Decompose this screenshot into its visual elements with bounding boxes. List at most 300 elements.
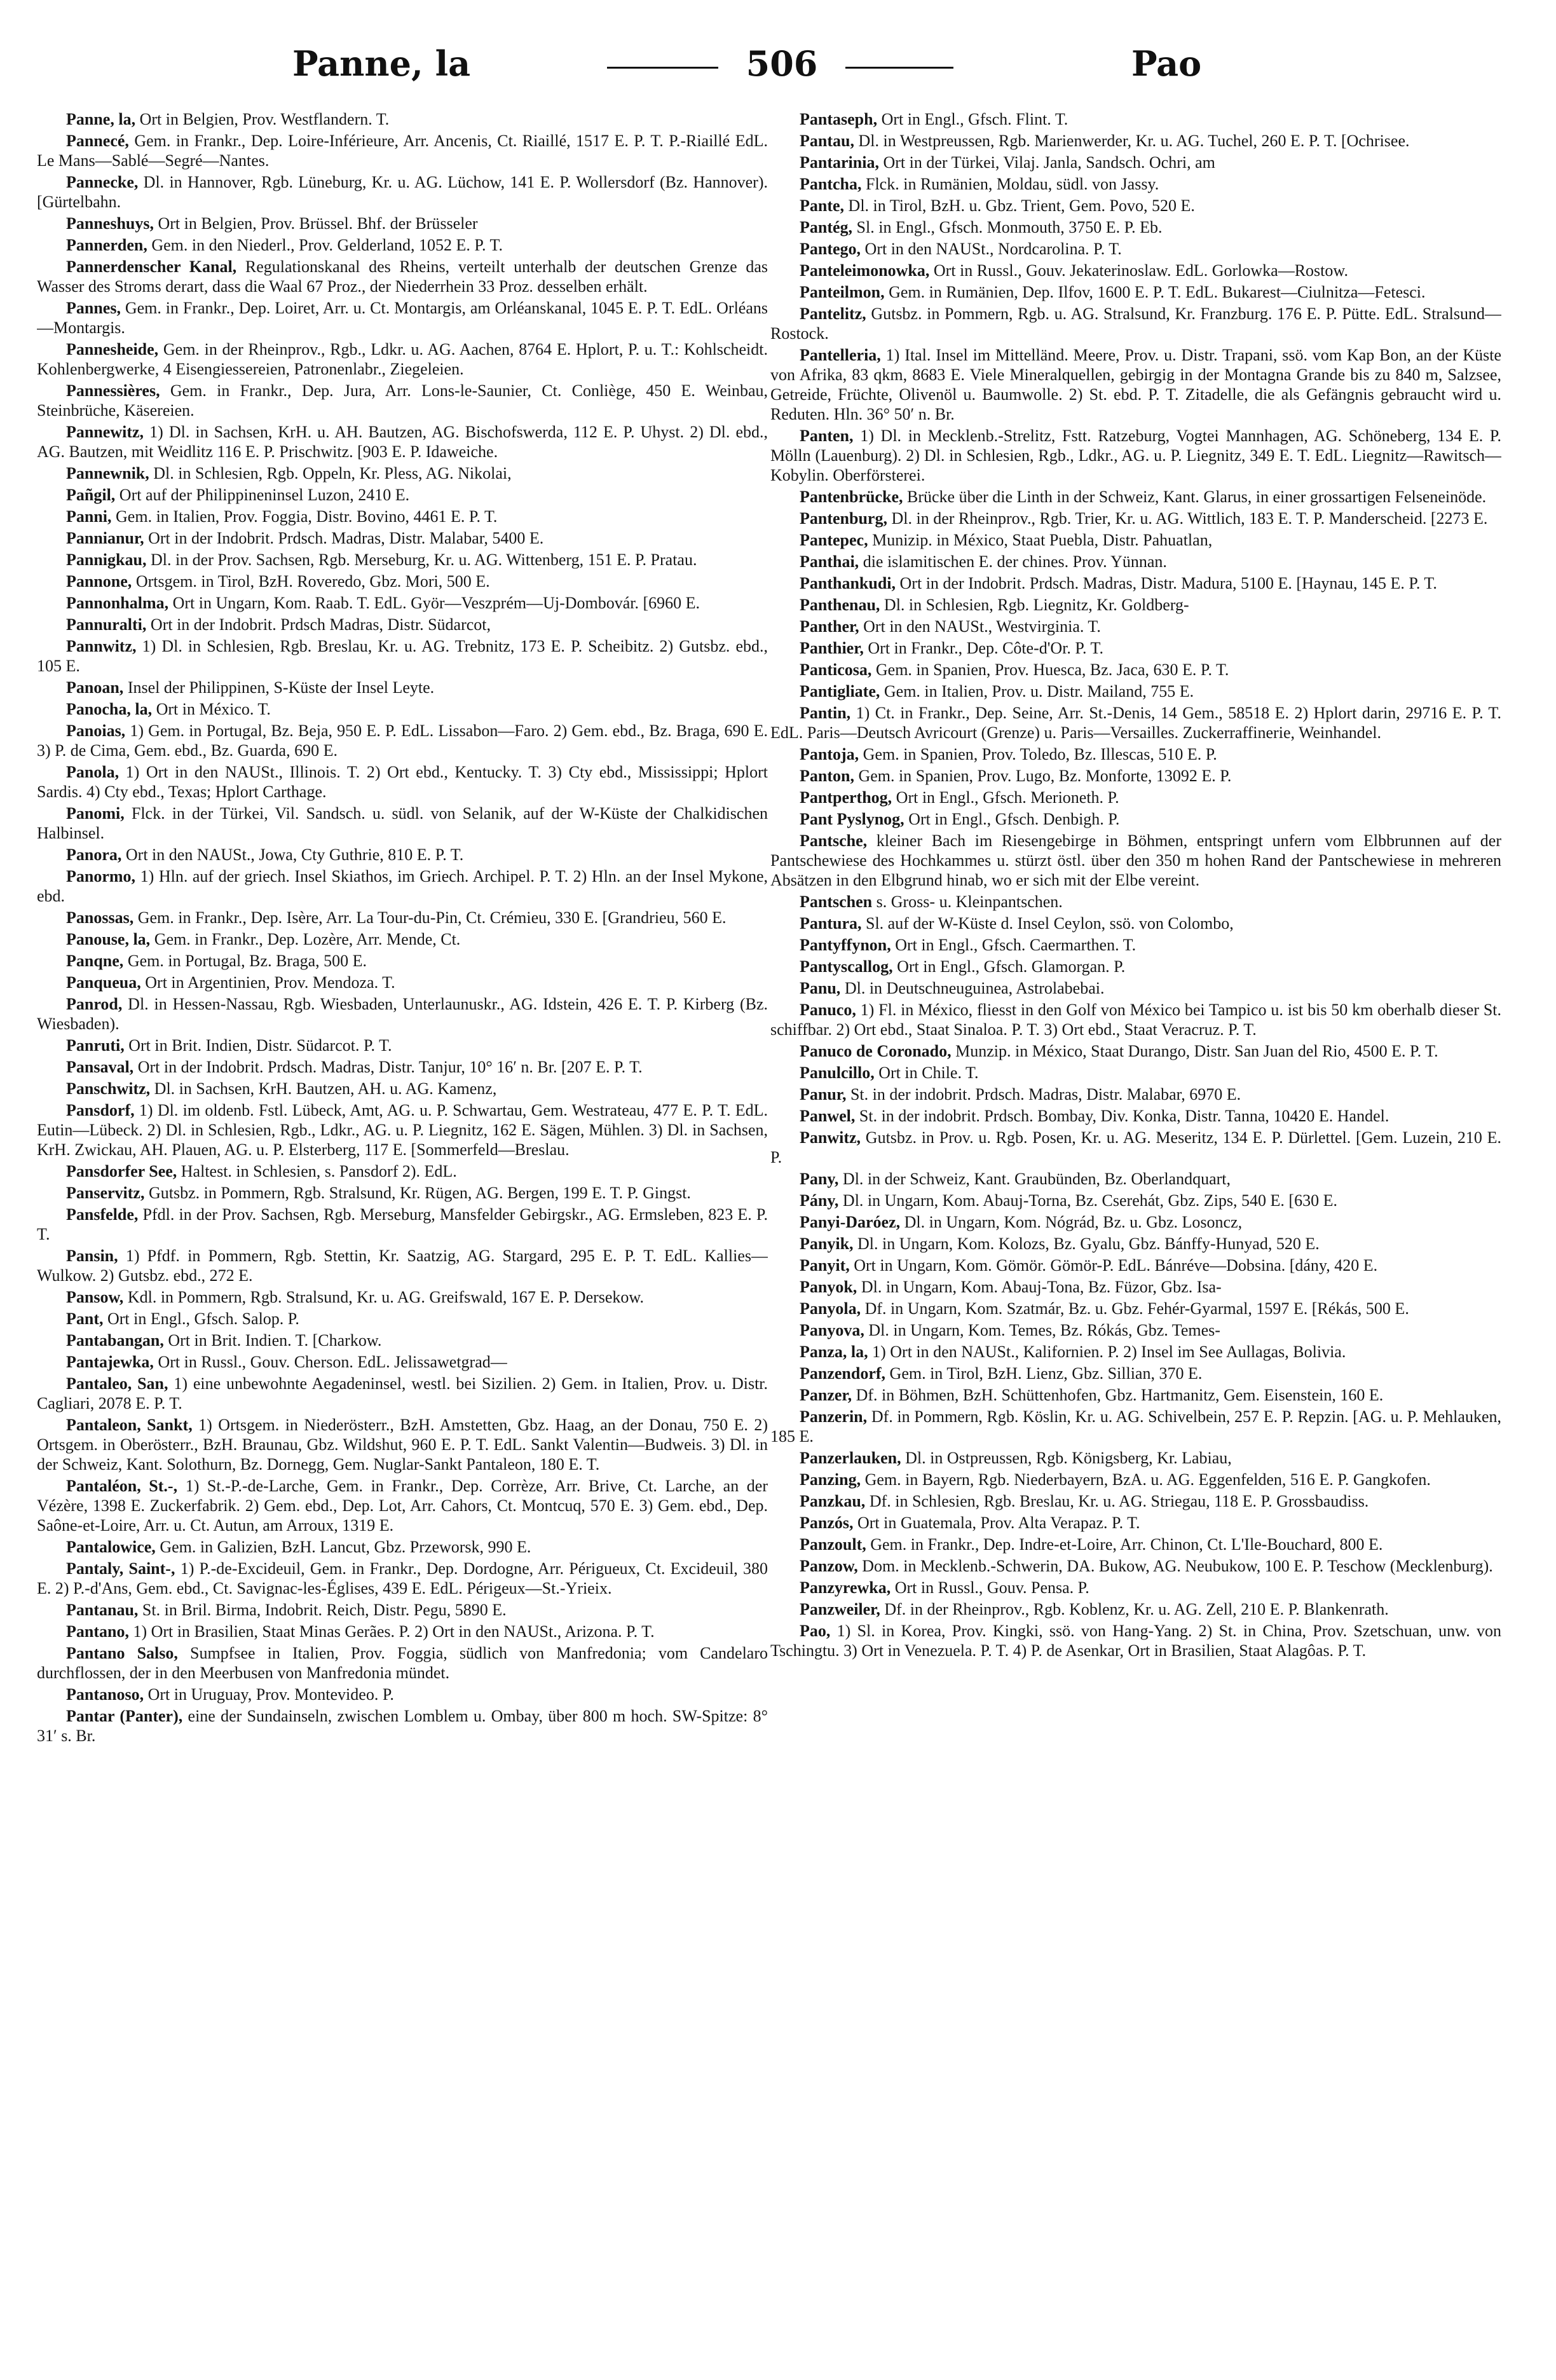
entry-headword: Pantau, <box>800 132 854 150</box>
entry-headword: Panthankudi, <box>800 574 896 592</box>
entry-text: Dl. in Sachsen, KrH. Bautzen, AH. u. AG. Kamenz, <box>154 1079 497 1098</box>
entry-text: die islamitischen E. der chines. Prov. Yünnan. <box>863 552 1167 571</box>
gazetteer-entry <box>770 1299 1501 1318</box>
entry-headword: Panu, <box>800 979 841 997</box>
entry-headword: Pány, <box>800 1191 839 1210</box>
entry-headword: Pannes, <box>66 299 121 317</box>
entry-text: Ort in Engl., Gfsch. Denbigh. P. <box>908 810 1120 828</box>
entry-headword: Panola, <box>66 763 119 781</box>
entry-text: Ort in Brit. Indien. T. [Charkow. <box>168 1331 382 1350</box>
entry-headword: Pantajewka, <box>66 1353 154 1371</box>
gazetteer-entry <box>37 381 768 420</box>
entry-text: 1) eine unbewohnte Aegadeninsel, westl. bei Sizilien. 2) Gem. in Italien, Prov. u. Distr. Cagliari, 2078 E. P. T. <box>37 1374 768 1412</box>
gazetteer-entry <box>37 528 768 548</box>
entry-text: Dl. in der Rheinprov., Rgb. Trier, Kr. u. AG. Wittlich, 183 E. T. P. Manderscheid. [2273 E. <box>891 509 1488 528</box>
gazetteer-entry <box>37 339 768 379</box>
gazetteer-entry <box>770 617 1501 636</box>
entry-headword: Panteleimonowka, <box>800 261 930 280</box>
entry-text: Ort in der Türkei, Vilaj. Janla, Sandsch. Ochri, am <box>883 153 1215 172</box>
entry-text: Df. in der Rheinprov., Rgb. Koblenz, Kr. u. AG. Zell, 210 E. P. Blankenrath. <box>884 1600 1389 1618</box>
entry-headword: Panocha, la, <box>66 700 153 718</box>
entry-text: 1) P.-de-Excideuil, Gem. in Frankr., Dep. Dordogne, Arr. Périgueux, Ct. Excideuil, 380 E. 2) P.-d'Ans, Gem. ebd., Ct. Savignac-les-Églises, 439 E. EdL. Périgeux—St.-Yrieix. <box>37 1559 768 1597</box>
entry-headword: Panomi, <box>66 804 125 823</box>
entry-text: Ort in der Indobrit. Prdsch. Madras, Distr. Malabar, 5400 E. <box>148 529 544 547</box>
gazetteer-entry <box>37 615 768 634</box>
gazetteer-entry <box>770 913 1501 933</box>
entry-headword: Pantar (Panter), <box>66 1707 183 1725</box>
entry-headword: Pannewnik, <box>66 464 149 482</box>
entry-text: Ort in Chile. T. <box>878 1063 979 1082</box>
entry-text: 1) Dl. in Mecklenb.-Strelitz, Fstt. Ratzeburg, Vogtei Mannhagen, AG. Schöneberg, 134 E. P. Mölln (Lauenburg). 2) Dl. in Schlesien, Rgb., Ldkr., AG. u. P. Liegnitz, 349 E. T. EdL. Liegnitz—Rawitsch—Kobylin. Oberförsterei. <box>770 427 1501 484</box>
gazetteer-entry <box>37 131 768 170</box>
entry-text: Gem. in Frankr., Dep. Indre-et-Loire, Arr. Chinon, Ct. L'Ile-Bouchard, 800 E. <box>870 1535 1383 1554</box>
entry-headword: Panzweiler, <box>800 1600 880 1618</box>
entry-text: Ort in Belgien, Prov. Westflandern. T. <box>139 110 390 128</box>
entry-headword: Panthai, <box>800 552 859 571</box>
gazetteer-entry <box>37 1622 768 1641</box>
gazetteer-entry <box>770 788 1501 807</box>
gazetteer-entry <box>37 507 768 526</box>
gazetteer-entry <box>770 1320 1501 1340</box>
entry-text: Gem. in Rumänien, Dep. Ilfov, 1600 E. P. T. EdL. Bukarest—Ciulnitza—Fetesci. <box>889 283 1426 301</box>
gazetteer-entry <box>770 1385 1501 1405</box>
entry-text: Gem. in Tirol, BzH. Lienz, Gbz. Sillian, 370 E. <box>889 1364 1203 1383</box>
entry-headword: Panzyrewka, <box>800 1578 891 1597</box>
entry-headword: Panneshuys, <box>66 214 154 233</box>
entry-text: Dl. in Ungarn, Kom. Abauj-Tona, Bz. Füzor, Gbz. Isa- <box>861 1278 1222 1296</box>
entry-headword: Pantano, <box>66 1622 129 1641</box>
entry-text: Ort in Engl., Gfsch. Salop. P. <box>107 1310 299 1328</box>
entry-text: Haltest. in Schlesien, s. Pansdorf 2). EdL. <box>181 1162 457 1180</box>
entry-headword: Panyola, <box>800 1299 861 1318</box>
entry-text: Dl. in Deutschneuguinea, Astrolabebai. <box>844 979 1105 997</box>
entry-text: Dom. in Mecklenb.-Schwerin, DA. Bukow, AG. Neubukow, 100 E. P. Teschow (Mecklenburg). <box>862 1557 1493 1575</box>
gazetteer-entry <box>37 1415 768 1474</box>
entry-text: Flck. in der Türkei, Vil. Sandsch. u. südl. von Selanik, auf der W-Küste der Chalkidischen Halbinsel. <box>37 804 768 842</box>
entry-text: Sl. auf der W-Küste d. Insel Ceylon, ssö. von Colombo, <box>866 914 1234 933</box>
entry-headword: Panur, <box>800 1085 847 1104</box>
gazetteer-entry <box>37 1161 768 1181</box>
entry-headword: Pant Pyslynog, <box>800 810 904 828</box>
entry-text: Ort in Engl., Gfsch. Glamorgan. P. <box>897 957 1126 976</box>
gazetteer-entry <box>37 1057 768 1077</box>
entry-headword: Pantcha, <box>800 175 862 193</box>
entry-text: Ort in den NAUSt., Jowa, Cty Guthrie, 810 E. P. T. <box>125 845 464 864</box>
gazetteer-entry <box>770 957 1501 976</box>
gazetteer-entry <box>770 1169 1501 1189</box>
entry-text: 1) Dl. im oldenb. Fstl. Lübeck, Amt, AG. u. P. Schwartau, Gem. Westrateau, 477 E. P. T. EdL. Eutin—Lübeck. 2) Dl. in Schlesien, Rgb., Ldkr., AG. u. P. Liegnitz, 162 E. Sägen, Mühlen. 3) Dl. in Sachsen, KrH. Zwickau, AH. Plauen, AG. u. P. Elsterberg, 117 E. [Sommerfeld—Breslau. <box>37 1101 768 1159</box>
entry-text: Gem. in Spanien, Prov. Toledo, Bz. Illescas, 510 E. P. <box>863 745 1217 763</box>
entry-text: Ort in Argentinien, Prov. Mendoza. T. <box>145 973 395 992</box>
entry-headword: Pantalowice, <box>66 1538 156 1556</box>
entry-text: Gem. in der Rheinprov., Rgb., Ldkr. u. AG. Aachen, 8764 E. Hplort, P. u. T.: Kohlscheidt. Kohlenbergwerke, 4 Eisengiessereien, Patronenlabr., Ziegeleien. <box>37 340 768 378</box>
entry-headword: Pantigliate, <box>800 682 880 701</box>
gazetteer-entry <box>37 235 768 255</box>
entry-headword: Panther, <box>800 617 859 636</box>
entry-headword: Pannessières, <box>66 381 160 400</box>
gazetteer-entry <box>770 1535 1501 1554</box>
entry-text: Ortsgem. in Tirol, BzH. Roveredo, Gbz. Mori, 500 E. <box>135 572 490 591</box>
entry-headword: Pantanoso, <box>66 1685 144 1704</box>
entry-text: 1) Ort in den NAUSt., Illinois. T. 2) Ort ebd., Kentucky. T. 3) Cty ebd., Mississippi; Hplort Sardis. 4) Cty ebd., Texas; Hplort Carthage. <box>37 763 768 801</box>
entry-text: Dl. in Schlesien, Rgb. Oppeln, Kr. Pless, AG. Nikolai, <box>153 464 512 482</box>
entry-text: Gem. in Frankr., Dep. Lozère, Arr. Mende, Ct. <box>154 930 461 948</box>
entry-text: Gem. in Galizien, BzH. Lancut, Gbz. Przeworsk, 990 E. <box>160 1538 531 1556</box>
entry-headword: Pantaseph, <box>800 110 878 128</box>
entry-text: Gem. in Frankr., Dep. Isère, Arr. La Tour-du-Pin, Ct. Crémieu, 330 E. [Grandrieu, 560 E. <box>137 908 727 927</box>
gazetteer-entry <box>37 994 768 1034</box>
gazetteer-entry <box>770 509 1501 528</box>
entry-text: Regulationskanal des Rheins, verteilt unterhalb der deutschen Grenze das Wasser des Stroms derart, dass die Waal 67 Proz., der Niederrhein 33 Proz. desselben erhält. <box>37 257 768 296</box>
entry-text: Ort in Ungarn, Kom. Raab. T. EdL. Györ—Veszprém—Uj-Dombovár. [6960 E. <box>172 594 700 612</box>
gazetteer-entry <box>770 174 1501 194</box>
entry-headword: Panzer, <box>800 1386 852 1404</box>
entry-text: Dl. in Hessen-Nassau, Rgb. Wiesbaden, Unterlaunuskr., AG. Idstein, 426 E. T. P. Kirberg (Bz. Wiesbaden). <box>37 995 768 1033</box>
gazetteer-entry <box>770 703 1501 742</box>
entry-text: Gem. in Spanien, Prov. Huesca, Bz. Jaca, 630 E. P. T. <box>875 660 1229 679</box>
entry-headword: Panza, la, <box>800 1343 868 1361</box>
entry-text: Munzip. in México, Staat Durango, Distr. San Juan del Rio, 4500 E. P. T. <box>955 1042 1438 1060</box>
gazetteer-entry <box>770 345 1501 424</box>
entry-text: Dl. in Ungarn, Kom. Abauj-Torna, Bz. Cserehát, Gbz. Zips, 540 E. [630 E. <box>842 1191 1337 1210</box>
gazetteer-entry <box>770 660 1501 680</box>
entry-headword: Panton, <box>800 767 854 785</box>
entry-text: Gem. in Spanien, Prov. Lugo, Bz. Monforte, 13092 E. P. <box>858 767 1232 785</box>
entry-headword: Panqne, <box>66 952 124 970</box>
entry-text: Ort in den NAUSt., Westvirginia. T. <box>863 617 1101 636</box>
gazetteer-entry <box>770 304 1501 343</box>
entry-headword: Pansfelde, <box>66 1205 139 1224</box>
gazetteer-entry <box>37 866 768 906</box>
gazetteer-entry <box>37 463 768 483</box>
entry-text: eine der Sundainseln, zwischen Lomblem u. Ombay, über 800 m hoch. SW-Spitze: 8° 31′ s. Br. <box>37 1707 768 1745</box>
entry-headword: Pantabangan, <box>66 1331 164 1350</box>
entry-text: Ort in México. T. <box>156 700 271 718</box>
entry-text: Gutsbz. in Pommern, Rgb. u. AG. Stralsund, Kr. Franzburg. 176 E. P. Pütte. EdL. Stralsund—Rostock. <box>770 304 1501 343</box>
entry-headword: Panzerin, <box>800 1407 868 1426</box>
entry-text: Dl. in Ungarn, Kom. Temes, Bz. Rókás, Gbz. Temes- <box>868 1321 1220 1339</box>
gazetteer-entry <box>37 1205 768 1244</box>
entry-headword: Pantaléon, St.-, <box>66 1477 178 1495</box>
entry-headword: Pantyffynon, <box>800 936 891 954</box>
gazetteer-entry <box>770 109 1501 129</box>
entry-text: Ort in den NAUSt., Nordcarolina. P. T. <box>864 240 1122 258</box>
entry-headword: Panni, <box>66 507 112 526</box>
gazetteer-entry <box>37 1183 768 1203</box>
entry-text: Ort in Engl., Gfsch. Merioneth. P. <box>896 788 1119 807</box>
page-number: 506 <box>746 43 818 84</box>
gazetteer-entry <box>37 1537 768 1557</box>
entry-text: kleiner Bach im Riesengebirge in Böhmen, entspringt unfern vom Elbbrunnen auf der Pantschewiese des Hochkammes u. stürzt östl. über den 350 m hohen Rand der Pantschewiese in mehreren Absätzen in den Elbgrund hinab, wo er sich mit der Elbe vereint. <box>770 831 1501 889</box>
entry-headword: Pantaleon, Sankt, <box>66 1416 193 1434</box>
entry-text: Dl. in der Schweiz, Kant. Graubünden, Bz. Oberlandquart, <box>842 1170 1231 1188</box>
entry-text: Gem. in Italien, Prov. Foggia, Distr. Bovino, 4461 E. P. T. <box>116 507 498 526</box>
entry-headword: Panrod, <box>66 995 123 1013</box>
gazetteer-entry <box>770 1407 1501 1446</box>
gazetteer-entry <box>37 1246 768 1285</box>
entry-headword: Panouse, la, <box>66 930 151 948</box>
entry-headword: Pantin, <box>800 704 851 722</box>
entry-headword: Panulcillo, <box>800 1063 875 1082</box>
entry-text: 1) Fl. in México, fliesst in den Golf von México bei Tampico u. ist bis 50 km oberhalb dieser St. schiffbar. 2) Ort ebd., Staat Sinaloa. P. T. 3) Ort ebd., Staat Veracruz. P. T. <box>770 1001 1501 1039</box>
entry-headword: Pantyscallog, <box>800 957 893 976</box>
gazetteer-entry <box>770 530 1501 550</box>
gazetteer-entry <box>770 552 1501 571</box>
entry-headword: Pantego, <box>800 240 861 258</box>
gazetteer-entry <box>37 951 768 971</box>
entry-headword: Panossas, <box>66 908 134 927</box>
gazetteer-entry <box>37 1036 768 1055</box>
entry-text: Sumpfsee in Italien, Prov. Foggia, südlich von Manfredonia; vom Candelaro durchflossen, der in den Meerbusen von Manfredonia mündet. <box>37 1644 768 1682</box>
entry-text: St. in der indobrit. Prdsch. Bombay, Div. Konka, Distr. Tanna, 10420 E. Handel. <box>859 1107 1389 1125</box>
left-column <box>37 109 768 2360</box>
gazetteer-entry <box>770 1599 1501 1619</box>
entry-headword: Panora, <box>66 845 122 864</box>
entry-headword: Pantschen <box>800 892 873 911</box>
gazetteer-entry <box>37 804 768 843</box>
entry-headword: Pantenbrücke, <box>800 488 903 506</box>
entry-headword: Panyit, <box>800 1256 850 1275</box>
gazetteer-entry <box>37 1287 768 1307</box>
entry-headword: Pantelleria, <box>800 346 881 364</box>
entry-headword: Panne, la, <box>66 110 136 128</box>
entry-headword: Panten, <box>800 427 854 445</box>
entry-text: Gem. in Frankr., Dep. Loiret, Arr. u. Ct. Montargis, am Orléanskanal, 1045 E. P. T. EdL. Orléans—Montargis. <box>37 299 768 337</box>
gazetteer-entry <box>37 678 768 697</box>
entry-text: Ort in Engl., Gfsch. Flint. T. <box>881 110 1068 128</box>
gazetteer-entry <box>770 1578 1501 1597</box>
gazetteer-entry <box>770 1212 1501 1232</box>
entry-headword: Pantarinia, <box>800 153 879 172</box>
gazetteer-entry <box>770 1448 1501 1468</box>
entry-text: Gem. in Frankr., Dep. Loire-Inférieure, Arr. Ancenis, Ct. Riaillé, 1517 E. P. T. P.-Riaillé EdL. Le Mans—Sablé—Segré—Nantes. <box>37 132 768 170</box>
entry-text: 1) Ort in Brasilien, Staat Minas Gerães. P. 2) Ort in den NAUSt., Arizona. P. T. <box>133 1622 655 1641</box>
entry-headword: Pantelitz, <box>800 304 866 323</box>
entry-text: Ort in Engl., Gfsch. Caermarthen. T. <box>895 936 1136 954</box>
entry-headword: Pantano Salso, <box>66 1644 178 1662</box>
gazetteer-entry <box>37 845 768 865</box>
gazetteer-entry <box>37 422 768 462</box>
entry-text: Insel der Philippinen, S-Küste der Insel Leyte. <box>127 678 435 697</box>
entry-text: Flck. in Rumänien, Moldau, südl. von Jassy. <box>866 175 1159 193</box>
entry-text: 1) Ort in den NAUSt., Kalifornien. P. 2) Insel im See Aullagas, Bolivia. <box>872 1343 1346 1361</box>
gazetteer-entry <box>37 1079 768 1098</box>
entry-headword: Pannerdenscher Kanal, <box>66 257 237 276</box>
gazetteer-entry <box>770 1277 1501 1297</box>
entry-headword: Panzós, <box>800 1514 854 1532</box>
entry-headword: Pansin, <box>66 1247 118 1265</box>
entry-headword: Panthenau, <box>800 596 880 614</box>
entry-headword: Pantura, <box>800 914 862 933</box>
gazetteer-entry <box>37 1476 768 1535</box>
entry-text: Ort in Russl., Gouv. Pensa. P. <box>894 1578 1089 1597</box>
entry-headword: Panschwitz, <box>66 1079 151 1098</box>
entry-headword: Pannigkau, <box>66 551 147 569</box>
entry-headword: Pansaval, <box>66 1058 134 1076</box>
entry-text: Ort in der Indobrit. Prdsch. Madras, Distr. Madura, 5100 E. [Haynau, 145 E. P. T. <box>899 574 1437 592</box>
entry-text: 1) Dl. in Sachsen, KrH. u. AH. Bautzen, AG. Bischofswerda, 112 E. P. Uhyst. 2) Dl. ebd., AG. Bautzen, mit Weidlitz 116 E. P. Prischwitz. [903 E. P. Idaweiche. <box>37 423 768 461</box>
gazetteer-entry <box>770 1342 1501 1362</box>
gazetteer-entry <box>770 153 1501 172</box>
entry-text: s. Gross- u. Kleinpantschen. <box>876 892 1063 911</box>
entry-headword: Panqueua, <box>66 973 141 992</box>
gazetteer-entry <box>37 593 768 613</box>
gazetteer-entry <box>37 214 768 233</box>
gazetteer-entry <box>37 762 768 802</box>
right-column <box>770 109 1501 2360</box>
entry-text: Munizip. in México, Staat Puebla, Distr. Pahuatlan, <box>872 531 1213 549</box>
entry-text: Df. in Schlesien, Rgb. Breslau, Kr. u. AG. Striegau, 118 E. P. Grossbaudiss. <box>869 1492 1369 1510</box>
entry-text: Ort in Guatemala, Prov. Alta Verapaz. P. T. <box>857 1514 1140 1532</box>
gazetteer-entry <box>770 1470 1501 1489</box>
entry-headword: Panteilmon, <box>800 283 885 301</box>
entry-headword: Panthier, <box>800 639 864 657</box>
gazetteer-entry <box>37 1706 768 1746</box>
entry-text: Ort auf der Philippineninsel Luzon, 2410 E. <box>119 486 410 504</box>
gazetteer-entry <box>770 217 1501 237</box>
gazetteer-entry <box>770 1191 1501 1210</box>
entry-headword: Panormo, <box>66 867 136 886</box>
gazetteer-entry <box>770 1000 1501 1039</box>
entry-text: Gem. in den Niederl., Prov. Gelderland, 1052 E. P. T. <box>151 236 503 254</box>
entry-headword: Panzoult, <box>800 1535 866 1554</box>
entry-text: Gem. in Frankr., Dep. Jura, Arr. Lons-le-Saunier, Ct. Conliège, 450 E. Weinbau, Steinbrüche, Käsereien. <box>37 381 768 420</box>
entry-text: 1) Ct. in Frankr., Dep. Seine, Arr. St.-Denis, 14 Gem., 58518 E. 2) Hplort darin, 29716 E. P. T. EdL. Paris—Deutsch Avricourt (Grenze) u. Paris—Versailles. Zuckerraffinerie, Weinhandel. <box>770 704 1501 742</box>
entry-headword: Panuco de Coronado, <box>800 1042 952 1060</box>
entry-headword: Pannuralti, <box>66 615 147 634</box>
entry-text: Gem. in Bayern, Rgb. Niederbayern, BzA. u. AG. Eggenfelden, 516 E. P. Gangkofen. <box>864 1470 1431 1489</box>
entry-text: Ort in der Indobrit. Prdsch Madras, Distr. Südarcot, <box>150 615 491 634</box>
entry-text: Df. in Pommern, Rgb. Köslin, Kr. u. AG. Schivelbein, 257 E. P. Repzin. [AG. u. P. Mehlauken, 185 E. <box>770 1407 1501 1446</box>
entry-headword: Pañgil, <box>66 486 116 504</box>
entry-headword: Pantsche, <box>800 831 868 850</box>
entry-text: Dl. in Ungarn, Kom. Kolozs, Bz. Gyalu, Gbz. Bánffy-Hunyad, 520 E. <box>857 1234 1320 1253</box>
gazetteer-entry <box>37 636 768 676</box>
entry-headword: Pany, <box>800 1170 839 1188</box>
entry-text: Sl. in Engl., Gfsch. Monmouth, 3750 E. P. Eb. <box>856 218 1163 236</box>
header-first-entry: Panne, la <box>292 43 471 84</box>
entry-headword: Pantenburg, <box>800 509 887 528</box>
gazetteer-entry <box>770 282 1501 302</box>
entry-text: Df. in Böhmen, BzH. Schüttenhofen, Gbz. Hartmanitz, Gem. Eisenstein, 160 E. <box>856 1386 1384 1404</box>
entry-headword: Panzkau, <box>800 1492 866 1510</box>
entry-headword: Pansdorf, <box>66 1101 135 1119</box>
header-rule-right <box>845 67 953 69</box>
entry-headword: Pant, <box>66 1310 104 1328</box>
gazetteer-entry <box>770 1084 1501 1104</box>
gazetteer-entry <box>37 1685 768 1704</box>
gazetteer-entry <box>37 257 768 296</box>
gazetteer-entry <box>37 1100 768 1159</box>
gazetteer-entry <box>770 1255 1501 1275</box>
gazetteer-entry <box>770 978 1501 998</box>
entry-text: 1) Pfdf. in Pommern, Rgb. Stettin, Kr. Saatzig, AG. Stargard, 295 E. P. T. EdL. Kallies—Wulkow. 2) Gutsbz. ebd., 272 E. <box>37 1247 768 1285</box>
entry-text: 1) Ortsgem. in Niederösterr., BzH. Amstetten, Gbz. Haag, an der Donau, 750 E. 2) Ortsgem. in Oberösterr., BzH. Braunau, Gbz. Wildshut, 960 E. P. T. EdL. Sankt Valentin—Budweis. 3) Dl. in der Schweiz, Kant. Solothurn, Bz. Dornegg, Gem. Nuglar-Sankt Pantaleon, 180 E. T. <box>37 1416 768 1474</box>
entry-text: Brücke über die Linth in der Schweiz, Kant. Glarus, in einer grossartigen Felseneinöde. <box>907 488 1487 506</box>
entry-text: 1) Sl. in Korea, Prov. Kingki, ssö. von Hang-Yang. 2) St. in China, Prov. Szetschuan, unw. von Tschingtu. 3) Ort in Venezuela. P. T. 4) P. de Asenkar, Ort in Brasilien, Staat Alagôas. P. T. <box>770 1622 1501 1660</box>
gazetteer-entry <box>37 550 768 570</box>
gazetteer-entry <box>770 261 1501 280</box>
entry-headword: Panwel, <box>800 1107 856 1125</box>
entry-headword: Pannone, <box>66 572 132 591</box>
entry-headword: Pantoja, <box>800 745 859 763</box>
entry-text: 1) Ital. Insel im Mittelländ. Meere, Prov. u. Distr. Trapani, ssö. vom Kap Bon, an der Küste von Afrika, 83 qkm, 8683 E. Viele Mineralquellen, gebirgig in der Montagna Grande bis zu 840 m, Salzsee, Getreide, Früchte, Olivenöl u. Baumwolle. 2) St. ebd. P. T. Zitadelle, die als Gefängnis gebraucht wird u. Reduten. Hln. 36° 50′ n. Br. <box>770 346 1501 423</box>
entry-text: 1) Hln. auf der griech. Insel Skiathos, im Griech. Archipel. P. T. 2) Hln. an der Insel Mykone, ebd. <box>37 867 768 905</box>
gazetteer-entry <box>770 1364 1501 1383</box>
gazetteer-entry <box>770 426 1501 485</box>
entry-text: Dl. in Tirol, BzH. u. Gbz. Trient, Gem. Povo, 520 E. <box>848 196 1195 215</box>
entry-headword: Panzing, <box>800 1470 861 1489</box>
gazetteer-entry <box>37 1352 768 1372</box>
gazetteer-entry <box>770 1621 1501 1660</box>
gazetteer-entry <box>37 1643 768 1683</box>
entry-headword: Panoias, <box>66 722 126 740</box>
gazetteer-entry <box>770 1234 1501 1254</box>
entry-headword: Pannecke, <box>66 173 139 191</box>
gazetteer-entry <box>770 681 1501 701</box>
entry-headword: Panuco, <box>800 1001 856 1019</box>
gazetteer-entry <box>770 131 1501 151</box>
entry-headword: Pannerden, <box>66 236 147 254</box>
entry-text: Ort in Ungarn, Kom. Gömör. Gömör-P. EdL. Bánréve—Dobsina. [dány, 420 E. <box>854 1256 1378 1275</box>
entry-headword: Pantanau, <box>66 1601 139 1619</box>
gazetteer-entry <box>37 929 768 949</box>
gazetteer-entry <box>770 196 1501 215</box>
gazetteer-entry <box>770 1106 1501 1126</box>
entry-headword: Panzow, <box>800 1557 858 1575</box>
gazetteer-entry <box>37 908 768 927</box>
gazetteer-entry <box>770 1063 1501 1083</box>
page-header <box>38 37 1519 94</box>
entry-headword: Pantepec, <box>800 531 868 549</box>
gazetteer-entry <box>37 571 768 591</box>
gazetteer-entry <box>770 595 1501 615</box>
entry-text: Ort in der Indobrit. Prdsch. Madras, Distr. Tanjur, 10° 16′ n. Br. [207 E. P. T. <box>137 1058 643 1076</box>
entry-text: Ort in Brit. Indien, Distr. Südarcot. P. T. <box>128 1036 392 1055</box>
entry-text: Gutsbz. in Pommern, Rgb. Stralsund, Kr. Rügen, AG. Bergen, 199 E. T. P. Gingst. <box>148 1184 691 1202</box>
entry-headword: Panruti, <box>66 1036 125 1055</box>
gazetteer-entry <box>37 172 768 212</box>
gazetteer-entry <box>770 1128 1501 1167</box>
entry-headword: Pannesheide, <box>66 340 159 359</box>
entry-text: Ort in Uruguay, Prov. Montevideo. P. <box>147 1685 394 1704</box>
entry-headword: Panyova, <box>800 1321 864 1339</box>
entry-headword: Panzendorf, <box>800 1364 886 1383</box>
gazetteer-entry <box>37 1374 768 1413</box>
entry-text: St. in Bril. Birma, Indobrit. Reich, Distr. Pegu, 5890 E. <box>142 1601 507 1619</box>
gazetteer-entry <box>770 744 1501 764</box>
gazetteer-entry <box>37 485 768 505</box>
entry-headword: Panticosa, <box>800 660 872 679</box>
entry-text: Gem. in Italien, Prov. u. Distr. Mailand, 755 E. <box>884 682 1194 701</box>
entry-headword: Panyi-Daróez, <box>800 1213 901 1231</box>
entry-text: Ort in Belgien, Prov. Brüssel. Bhf. der Brüsseler <box>158 214 478 233</box>
entry-headword: Pannecé, <box>66 132 129 150</box>
gazetteer-entry <box>37 721 768 760</box>
entry-text: Ort in Russl., Gouv. Jekaterinoslaw. EdL. Gorlowka—Rostow. <box>933 261 1348 280</box>
gazetteer-entry <box>770 239 1501 259</box>
gazetteer-entry <box>37 973 768 992</box>
entry-headword: Pannianur, <box>66 529 144 547</box>
entry-text: Pfdl. in der Prov. Sachsen, Rgb. Merseburg, Mansfelder Gebirgskr., AG. Ermsleben, 823 E. P. T. <box>37 1205 768 1243</box>
entry-headword: Pantég, <box>800 218 853 236</box>
entry-headword: Pantperthog, <box>800 788 892 807</box>
entry-headword: Pantaleo, San, <box>66 1374 168 1393</box>
entry-headword: Pantaly, Saint-, <box>66 1559 175 1578</box>
entry-headword: Pannonhalma, <box>66 594 169 612</box>
header-last-entry: Pao <box>1131 43 1202 84</box>
entry-text: Dl. in Westpreussen, Rgb. Marienwerder, Kr. u. AG. Tuchel, 260 E. P. T. [Ochrisee. <box>858 132 1410 150</box>
